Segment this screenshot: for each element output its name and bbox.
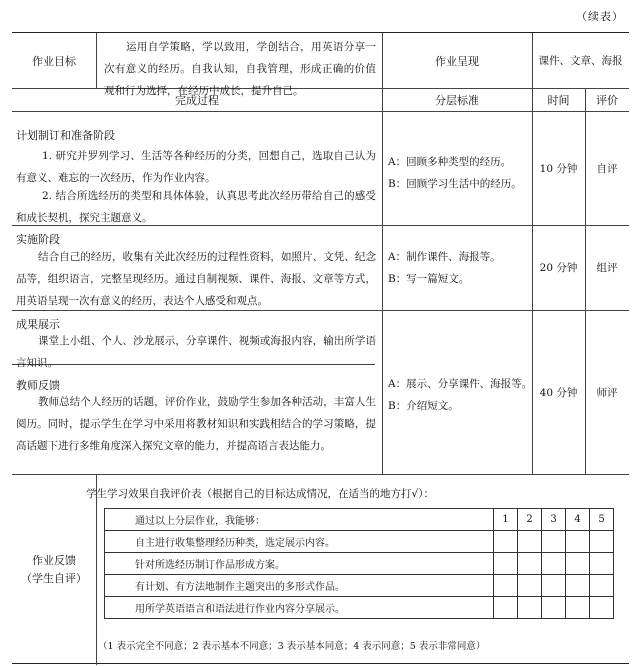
table-row: [105, 575, 614, 597]
level-list: [388, 151, 522, 195]
table-row: [105, 531, 614, 553]
stage-paragraph: 教师总结个人经历的话题，评价作业，鼓励学生参加各种活动，丰富人生阅历。同时，提示学生在学习中采用将教材知识和实践相结合的学习策略，提高话题下进行多维角度深入探究文章的能力，并提高语言表达能力。: [16, 396, 376, 452]
stage-paragraph: 1. 研究并罗列学习、生活等各种经历的分类，回想自己，选取自己认为有意义、难忘的一次经历，作为作业内容。: [16, 150, 376, 184]
rating-cell[interactable]: [494, 575, 518, 597]
stage-eval: 师评: [596, 386, 618, 399]
rating-cell[interactable]: [494, 597, 518, 619]
rating-cell[interactable]: [590, 553, 614, 575]
stage-title: 实施阶段: [16, 233, 60, 246]
stage-eval: 自评: [596, 162, 618, 175]
feedback-label: [12, 474, 96, 665]
col-eval: 评价: [596, 93, 618, 107]
level-item: B：写一篇短文。: [388, 273, 470, 285]
rating-cell[interactable]: [518, 575, 542, 597]
stage-paragraph: 2. 结合所选经历的类型和具体体验，认真思考此次经历带给自己的感受和成长契机，探究主题意义。: [16, 190, 376, 224]
stage-paragraph: 结合自己的经历，收集有关此次经历的过程性资料，如照片、文凭、纪念品等，组织语言，完整呈现经历。通过自制视频、课件、海报、文章等方式，用英语呈现一次有意义的经历，表达个人感受和观点。: [16, 251, 376, 307]
col-time: 时间: [547, 93, 570, 107]
stage-time: 10 分钟: [539, 162, 578, 175]
scale-header: 3: [542, 509, 566, 531]
rating-cell[interactable]: [542, 531, 566, 553]
col-levels: 分层标准: [435, 93, 479, 107]
rating-cell[interactable]: [590, 597, 614, 619]
stage-eval: 组评: [596, 262, 618, 274]
rating-cell[interactable]: [566, 597, 590, 619]
scale-header: 4: [566, 509, 590, 531]
level-list: [388, 246, 501, 290]
feedback-label-line: 作业反馈: [32, 553, 76, 567]
goal-label: 作业目标: [32, 54, 76, 68]
table-row: [105, 553, 614, 575]
eval-item: 有计划、有方法地制作主题突出的多形式作品。: [105, 575, 494, 597]
scale-header: 2: [518, 509, 542, 531]
stage-subtitle: 教师反馈: [16, 379, 60, 392]
rating-cell[interactable]: [542, 575, 566, 597]
scale-header: 1: [494, 509, 518, 531]
goal-text: 运用自学策略，学以致用，学创结合，用英语分享一次有意义的经历。自我认知，自我管理，形成正确的价值观和行为选择，在经历中成长，提升自己。: [104, 41, 376, 97]
rating-cell[interactable]: [566, 575, 590, 597]
scale-header: 5: [590, 509, 614, 531]
feedback-label-line: （学生自评）: [21, 571, 87, 585]
rating-cell[interactable]: [518, 597, 542, 619]
eval-item: 自主进行收集整理经历种类，选定展示内容。: [105, 531, 494, 553]
rating-cell[interactable]: [518, 553, 542, 575]
col-process: 完成过程: [175, 93, 219, 107]
rating-cell[interactable]: [590, 531, 614, 553]
rating-cell[interactable]: [494, 531, 518, 553]
presentation-label: 作业呈现: [435, 54, 479, 68]
self-eval-title: 学生学习效果自我评价表（根据自己的目标达成情况，在适当的地方打√）：: [86, 488, 434, 500]
eval-item: 针对所选经历制订作品形成方案。: [105, 553, 494, 575]
presentation-value: 课件、文章、海报: [538, 55, 623, 67]
level-item: B：回顾学习生活中的经历。: [388, 178, 522, 190]
continued-label: （续表）: [576, 10, 624, 23]
table-row: [105, 509, 614, 531]
rating-cell[interactable]: [518, 531, 542, 553]
rating-cell[interactable]: [590, 575, 614, 597]
level-item: A：展示、分享课件、海报等。: [388, 378, 533, 390]
scale-legend: （1 表示完全不同意；2 表示基本不同意；3 表示基本同意；4 表示同意；5 表示非常同意）: [98, 641, 486, 652]
rating-cell[interactable]: [542, 597, 566, 619]
rating-cell[interactable]: [494, 553, 518, 575]
eval-item: 通过以上分层作业，我能够：: [105, 509, 494, 531]
stage-paragraph: 课堂上小组、个人、沙龙展示，分享课件、视频或海报内容，输出所学语言知识。: [16, 335, 376, 369]
stage-title: 成果展示: [16, 318, 60, 331]
table-row: [105, 597, 614, 619]
assignment-table: [12, 32, 629, 664]
level-item: B：介绍短文。: [388, 400, 459, 412]
rating-cell[interactable]: [566, 531, 590, 553]
stage-time: 20 分钟: [539, 262, 578, 274]
level-list: [388, 373, 532, 417]
stage-title: 计划制订和准备阶段: [16, 129, 115, 142]
rating-cell[interactable]: [542, 553, 566, 575]
level-item: A：制作课件、海报等。: [388, 251, 501, 263]
stage-time: 40 分钟: [539, 386, 578, 399]
rating-cell[interactable]: [566, 553, 590, 575]
eval-item: 用所学英语语言和语法进行作业内容分享展示。: [105, 597, 494, 619]
self-eval-table: [104, 508, 614, 619]
level-item: A：回顾多种类型的经历。: [388, 156, 512, 168]
